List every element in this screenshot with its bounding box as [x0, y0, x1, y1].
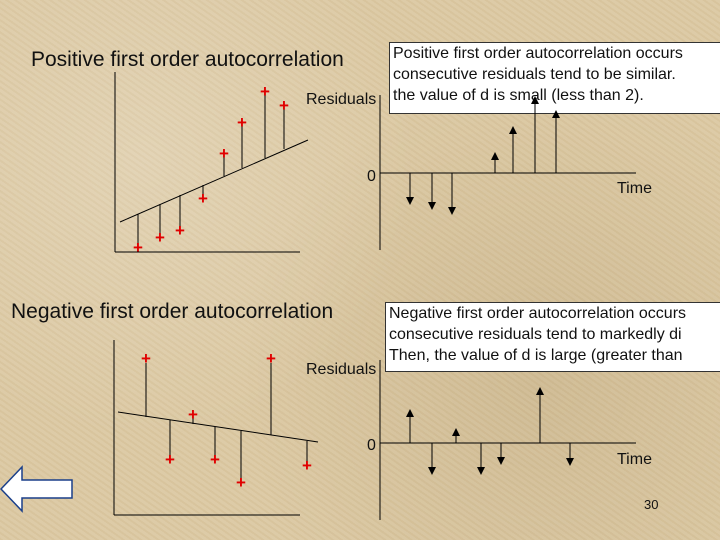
callout-line: Negative first order autocorrelation occurs — [389, 305, 687, 322]
data-point: + — [141, 349, 151, 368]
data-point: + — [219, 144, 229, 163]
data-point: + — [266, 349, 276, 368]
residual-lines — [138, 90, 284, 246]
residuals-axis-label: Residuals — [306, 91, 377, 108]
data-point: + — [188, 405, 198, 424]
positive-scatter-plot — [115, 72, 308, 257]
back-arrow-button[interactable] — [0, 464, 74, 514]
trend-line — [120, 140, 308, 222]
callout-line: consecutive residuals tend to markedly di — [389, 326, 682, 343]
data-point: + — [260, 82, 270, 101]
callout-line: consecutive residuals tend to be similar. — [393, 66, 676, 83]
positive-autocorrelation-heading: Positive first order autocorrelation — [31, 48, 344, 71]
callout-line: the value of d is small (less than 2). — [393, 87, 644, 104]
residuals-axis-label: Residuals — [306, 361, 377, 378]
data-point: + — [279, 96, 289, 115]
time-axis-label: Time — [617, 180, 652, 197]
data-point: + — [236, 473, 246, 492]
page-number: 30 — [644, 497, 659, 512]
zero-label: 0 — [367, 168, 376, 185]
negative-scatter-plot — [114, 340, 318, 515]
callout-line: Then, the value of d is large (greater than — [389, 347, 683, 364]
data-point: + — [210, 450, 220, 469]
time-axis-label: Time — [617, 451, 652, 468]
positive-residual-plot — [380, 95, 636, 250]
trend-line — [118, 412, 318, 442]
data-point: + — [302, 456, 312, 475]
zero-label: 0 — [367, 437, 376, 454]
data-points — [133, 82, 289, 257]
data-points — [141, 349, 312, 492]
data-point: + — [165, 450, 175, 469]
data-point: + — [175, 221, 185, 240]
data-point: + — [155, 228, 165, 247]
callout-line: Positive first order autocorrelation occurs — [393, 45, 683, 62]
negative-residual-plot — [380, 360, 636, 520]
data-point: + — [237, 113, 247, 132]
data-point: + — [198, 189, 208, 208]
negative-autocorrelation-heading: Negative first order autocorrelation — [11, 300, 334, 323]
left-arrow-icon — [1, 467, 72, 511]
data-point: + — [133, 238, 143, 257]
